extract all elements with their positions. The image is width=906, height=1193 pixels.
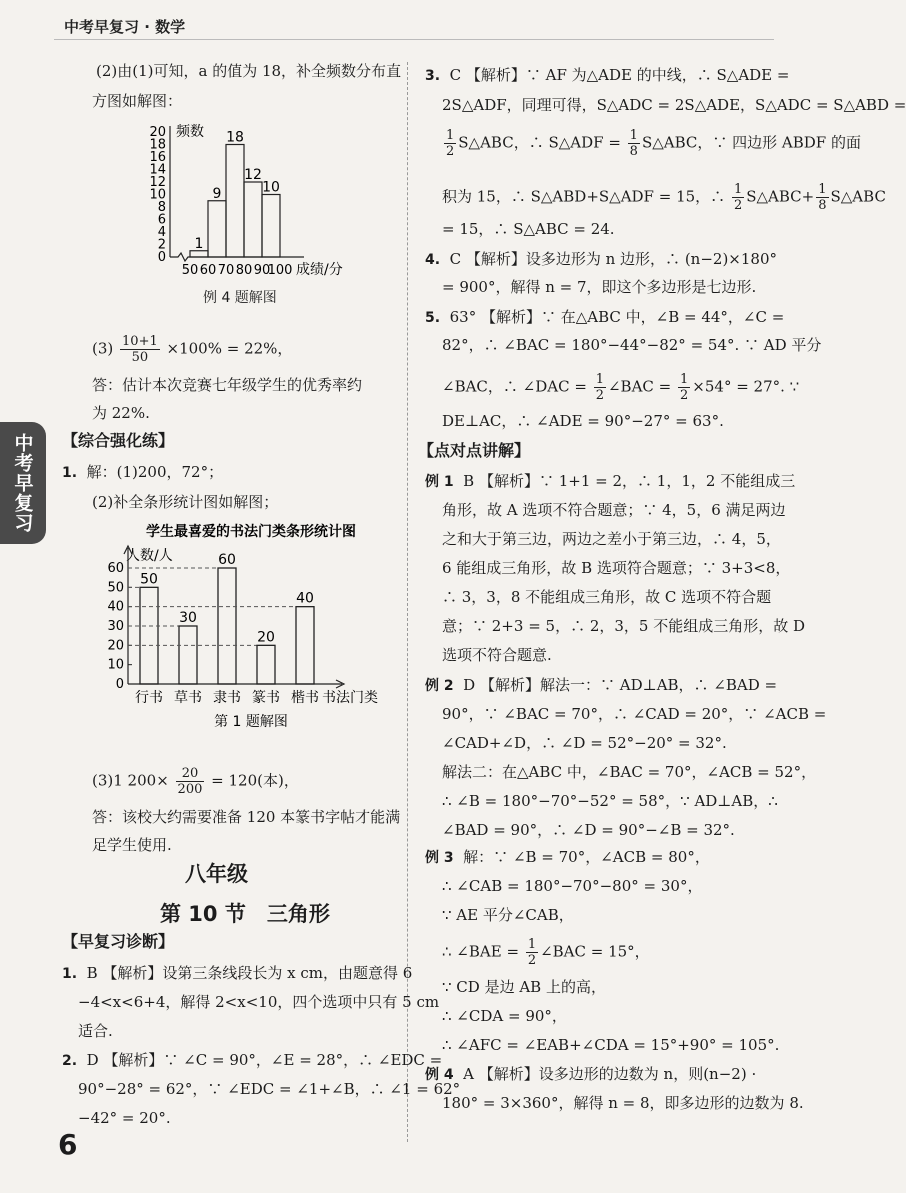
ex1-line6: 意；∵ 2+3 = 5，∴ 2，3，5 不能组成三角形，故 D bbox=[442, 617, 806, 635]
q5-frac-b-num: 1 bbox=[680, 372, 689, 387]
bar-value-label: 50 bbox=[140, 571, 158, 588]
page-header bbox=[54, 14, 774, 40]
bar-caption: 第 1 题解图 bbox=[214, 714, 288, 730]
bar-xlabel: 书法门类 bbox=[322, 690, 378, 706]
ex1-number: 例 1 bbox=[425, 474, 454, 490]
bar-category-label: 隶书 bbox=[213, 690, 241, 706]
hist-y-tick: 14 bbox=[149, 162, 166, 178]
bar-value-label: 30 bbox=[179, 610, 197, 626]
ex2-line5: ∴ ∠B = 180°−70°−52° = 58°，∵ AD⊥AB，∴ bbox=[442, 792, 778, 810]
hist-y-tick: 16 bbox=[149, 150, 166, 165]
p3-denominator: 50 bbox=[131, 350, 149, 365]
bar-y-tick: 40 bbox=[107, 599, 124, 615]
q5-text3b: ∠BAC = bbox=[607, 377, 672, 396]
q1-3-suffix: = 120(本)， bbox=[211, 771, 299, 790]
q1b-line1 bbox=[62, 962, 412, 985]
q3-line2: 2S△ADF，同理可得，S△ADC = 2S△ADE，S△ADC = S△ABD = bbox=[442, 96, 906, 114]
q3-frac-eighth-num: 1 bbox=[629, 128, 638, 143]
ex4-line2: 180° = 3×360°，解得 n = 8，即多边形的边数为 8. bbox=[442, 1094, 804, 1112]
q3-line5: = 15，∴ S△ABC = 24. bbox=[442, 220, 615, 238]
bar-y-tick: 20 bbox=[107, 638, 124, 654]
bar-title: 学生最喜爱的书法门类条形统计图 bbox=[146, 524, 356, 540]
q1b-line2: −4<x<6+4，解得 2<x<10，四个选项中只有 5 cm bbox=[78, 993, 440, 1011]
ex3-line5: ∵ CD 是边 AB 上的高， bbox=[442, 978, 606, 996]
histogram-caption: 例 4 题解图 bbox=[203, 290, 277, 306]
bar-category-label: 行书 bbox=[135, 690, 163, 706]
header-title: 中考早复习 · 数学 bbox=[64, 18, 186, 36]
side-tab bbox=[0, 422, 46, 544]
bar-y-tick: 0 bbox=[115, 677, 124, 692]
q3-number: 3. bbox=[425, 68, 441, 84]
bar-y-tick: 60 bbox=[107, 561, 124, 576]
q1b-line3: 适合. bbox=[78, 1022, 113, 1040]
ex3-line7: ∴ ∠AFC = ∠EAB+∠CDA = 15°+90° = 105°. bbox=[442, 1036, 780, 1054]
q1-3-denominator: 200 bbox=[177, 782, 203, 797]
ex4-line1 bbox=[425, 1063, 756, 1086]
ex3-line6: ∴ ∠CDA = 90°， bbox=[442, 1007, 567, 1025]
q5-text1: 63° 【解析】∵ 在△ABC 中，∠B = 44°，∠C = bbox=[449, 308, 785, 326]
q2-line3: −42° = 20°. bbox=[78, 1109, 171, 1127]
bar-ylabel: 人数/人 bbox=[126, 548, 173, 564]
ex4-text1: A 【解析】设多边形的边数为 n，则(n−2) · bbox=[463, 1065, 757, 1083]
section-zaofu: 【早复习诊断】 bbox=[62, 932, 175, 951]
bar-value-label: 40 bbox=[296, 590, 314, 607]
bar bbox=[257, 645, 275, 684]
hist-x-tick: 70 bbox=[217, 263, 235, 278]
q5-text3a: ∠BAC，∴ ∠DAC = bbox=[442, 377, 587, 396]
q4-text1: C 【解析】设多边形为 n 边形，∴ (n−2)×180° bbox=[449, 250, 777, 268]
ex2-line1 bbox=[425, 674, 777, 697]
q3-line3 bbox=[442, 128, 861, 159]
q1-3-line bbox=[92, 766, 299, 797]
q5-frac-a-den: 2 bbox=[595, 388, 604, 403]
p3-fraction bbox=[120, 334, 160, 365]
hist-y-tick: 18 bbox=[149, 137, 166, 153]
hist-bar-label: 12 bbox=[244, 167, 262, 183]
q5-frac-b bbox=[678, 372, 690, 403]
q5-frac-a bbox=[594, 372, 606, 403]
q3-frac-eighth-den: 8 bbox=[629, 144, 638, 159]
q3-frac-half-2-den: 2 bbox=[733, 198, 743, 213]
hist-x-tick: 90 bbox=[253, 263, 271, 278]
q2-number: 2. bbox=[62, 1053, 78, 1069]
q1-3-fraction bbox=[176, 766, 205, 797]
hist-x-tick: 100 bbox=[267, 263, 293, 278]
q3-frac-half-den: 2 bbox=[446, 144, 455, 159]
ex1-line7: 选项不符合题意. bbox=[442, 646, 552, 664]
bar-y-tick: 50 bbox=[107, 580, 124, 596]
bar-y-tick: 10 bbox=[107, 657, 124, 673]
ex2-line2: 90°，∵ ∠BAC = 70°，∴ ∠CAD = 20°，∵ ∠ACB = bbox=[442, 705, 827, 723]
hist-x-tick: 50 bbox=[181, 263, 199, 278]
ex3-text4a: ∴ ∠BAE = bbox=[442, 942, 520, 961]
q2-line2: 90°−28° = 62°，∵ ∠EDC = ∠1+∠B，∴ ∠1 = 62° bbox=[78, 1080, 461, 1098]
bar-y-tick: 30 bbox=[107, 619, 124, 634]
hist-y-tick: 20 bbox=[149, 125, 166, 140]
page-number: 6 bbox=[58, 1128, 78, 1161]
q1-line2: (2)补全条形统计图如解图； bbox=[92, 493, 279, 511]
bar-value-label: 20 bbox=[257, 629, 275, 646]
q2-text1: D 【解析】∵ ∠C = 90°，∠E = 28°，∴ ∠EDC = bbox=[86, 1051, 443, 1069]
histogram-chart bbox=[120, 120, 370, 280]
q5-number: 5. bbox=[425, 310, 441, 326]
hist-ylabel: 频数 bbox=[176, 124, 204, 140]
bar bbox=[218, 568, 236, 684]
ex3-number: 例 3 bbox=[425, 850, 454, 866]
hist-x-tick: 80 bbox=[235, 263, 253, 278]
q3-frac-eighth-2 bbox=[816, 182, 828, 213]
q3-frac-half-2 bbox=[732, 182, 744, 213]
section-heading: 第 10 节 三角形 bbox=[160, 902, 330, 926]
ex2-line6: ∠BAD = 90°，∴ ∠D = 90°−∠B = 32°. bbox=[442, 821, 735, 839]
hist-bar-label: 18 bbox=[226, 129, 244, 146]
hist-y-tick: 10 bbox=[149, 187, 166, 203]
ex1-line2: 角形，故 A 选项不符合题意；∵ 4，5，6 满足两边 bbox=[442, 501, 786, 519]
q3-frac-eighth-2-num: 1 bbox=[818, 182, 827, 197]
p2-line1: (2)由(1)可知，a 的值为 18，补全频数分布直 bbox=[96, 62, 402, 80]
p3-prefix: (3) bbox=[92, 339, 114, 358]
q3-frac-half bbox=[444, 128, 456, 159]
ex3-text1: 解：∵ ∠B = 70°，∠ACB = 80°， bbox=[463, 848, 710, 866]
q3-text4a: 积为 15，∴ S△ABD+S△ADF = 15，∴ bbox=[442, 187, 726, 206]
q4-number: 4. bbox=[425, 252, 441, 268]
bar-category-label: 篆书 bbox=[252, 690, 280, 706]
q3-text4b: S△ABC+ bbox=[746, 187, 815, 206]
ex1-line5: ∴ 3，3，8 不能组成三角形，故 C 选项不符合题 bbox=[442, 588, 772, 606]
q3-frac-eighth bbox=[628, 128, 640, 159]
q5-line3 bbox=[442, 372, 799, 403]
ex3-line3: ∵ AE 平分∠CAB， bbox=[442, 906, 574, 924]
q1b-text1: B 【解析】设第三条线段长为 x cm，由题意得 6 bbox=[86, 964, 413, 982]
hist-y-tick: 0 bbox=[157, 250, 166, 265]
q1b-number: 1. bbox=[62, 966, 78, 982]
q3-frac-half-num: 1 bbox=[446, 128, 455, 143]
answer1-line2: 为 22%. bbox=[92, 404, 150, 422]
ex1-line1 bbox=[425, 470, 795, 493]
ex3-text4b: ∠BAC = 15°， bbox=[540, 942, 650, 961]
q1-number: 1. bbox=[62, 465, 78, 481]
bar-category-label: 楷书 bbox=[291, 690, 319, 706]
q4-line1 bbox=[425, 248, 777, 271]
q3-line4 bbox=[442, 182, 886, 213]
ex4-number: 例 4 bbox=[425, 1067, 454, 1083]
q5-line2: 82°，∴ ∠BAC = 180°−44°−82° = 54°. ∵ AD 平分 bbox=[442, 336, 822, 354]
hist-y-tick: 2 bbox=[157, 237, 166, 253]
q1-3-numerator: 20 bbox=[176, 766, 205, 782]
answer2-line2: 足学生使用. bbox=[92, 836, 172, 854]
hist-y-tick: 4 bbox=[157, 225, 166, 240]
ex3-line2: ∴ ∠CAB = 180°−70°−80° = 30°， bbox=[442, 877, 703, 895]
p3-suffix: ×100% = 22%， bbox=[166, 339, 293, 358]
q1-text1: 解：(1)200，72°； bbox=[86, 463, 224, 481]
q3-frac-half-2-num: 1 bbox=[733, 182, 743, 197]
q3-line1 bbox=[425, 64, 789, 87]
hist-xlabel: 成绩/分 bbox=[296, 262, 343, 278]
p3-numerator: 10+1 bbox=[122, 334, 158, 349]
ex3-line1 bbox=[425, 846, 710, 869]
q5-frac-b-den: 2 bbox=[680, 388, 689, 403]
q1-line1 bbox=[62, 461, 223, 484]
ex3-line4 bbox=[442, 937, 650, 968]
hist-y-tick: 12 bbox=[149, 175, 166, 190]
q4-line2: = 900°，解得 n = 7，即这个多边形是七边形. bbox=[442, 278, 757, 296]
q5-line4: DE⊥AC，∴ ∠ADE = 90°−27° = 63°. bbox=[442, 412, 724, 430]
side-tab-label: 中考早复习 bbox=[11, 433, 34, 533]
ex2-line4: 解法二：在△ABC 中，∠BAC = 70°，∠ACB = 52°， bbox=[442, 763, 817, 781]
p3-line bbox=[92, 334, 292, 365]
hist-bar bbox=[244, 182, 262, 257]
section-dian: 【点对点讲解】 bbox=[418, 441, 531, 460]
q3-text3b: S△ABC，∵ 四边形 ABDF 的面 bbox=[641, 133, 861, 152]
p2-line2: 方图如解图： bbox=[92, 92, 183, 110]
ex2-text1: D 【解析】解法一：∵ AD⊥AB，∴ ∠BAD = bbox=[463, 676, 778, 694]
bar bbox=[179, 626, 197, 684]
q2-line1 bbox=[62, 1049, 442, 1072]
hist-bar bbox=[262, 195, 280, 258]
ex3-frac-den: 2 bbox=[527, 953, 537, 968]
ex3-frac-num: 1 bbox=[527, 937, 537, 952]
hist-bar bbox=[226, 145, 244, 258]
q3-text4c: S△ABC bbox=[830, 187, 886, 206]
hist-bar-label: 10 bbox=[262, 179, 280, 196]
bar-value-label: 60 bbox=[218, 552, 236, 568]
answer1-line1: 答：估计本次竞赛七年级学生的优秀率约 bbox=[92, 376, 363, 394]
q3-frac-eighth-2-den: 8 bbox=[818, 198, 827, 213]
ex2-line3: ∠CAD+∠D，∴ ∠D = 52°−20° = 32°. bbox=[442, 734, 727, 752]
hist-y-tick: 6 bbox=[157, 212, 166, 228]
q5-text3c: ×54° = 27°. ∵ bbox=[692, 377, 800, 396]
hist-bar-label: 1 bbox=[194, 235, 204, 252]
q5-line1 bbox=[425, 306, 784, 329]
bar bbox=[296, 607, 314, 684]
grade-heading: 八年级 bbox=[185, 862, 248, 886]
bar-chart bbox=[92, 518, 410, 733]
q3-text3a: S△ABC，∴ S△ADF = bbox=[458, 133, 621, 152]
hist-y-tick: 8 bbox=[157, 200, 166, 215]
section-zonghe: 【综合强化练】 bbox=[62, 431, 175, 450]
q5-frac-a-num: 1 bbox=[595, 372, 604, 387]
ex3-frac bbox=[526, 937, 538, 968]
bar-category-label: 草书 bbox=[174, 690, 202, 706]
bar bbox=[140, 587, 158, 684]
q3-text1: C 【解析】∵ AF 为△ADE 的中线，∴ S△ADE = bbox=[449, 66, 790, 84]
ex2-number: 例 2 bbox=[425, 678, 454, 694]
ex1-text1: B 【解析】∵ 1+1 = 2，∴ 1，1，2 不能组成三 bbox=[463, 472, 796, 490]
hist-bar bbox=[208, 201, 226, 257]
hist-bar-label: 9 bbox=[212, 185, 222, 202]
answer2-line1: 答：该校大约需要准备 120 本篆书字帖才能满 bbox=[92, 808, 401, 826]
ex1-line4: 6 能组成三角形，故 B 选项符合题意；∵ 3+3<8， bbox=[442, 559, 791, 577]
hist-x-tick: 60 bbox=[199, 263, 217, 278]
q1-3-prefix: (3)1 200× bbox=[92, 771, 169, 790]
ex1-line3: 之和大于第三边，两边之差小于第三边，∴ 4，5， bbox=[442, 530, 781, 548]
